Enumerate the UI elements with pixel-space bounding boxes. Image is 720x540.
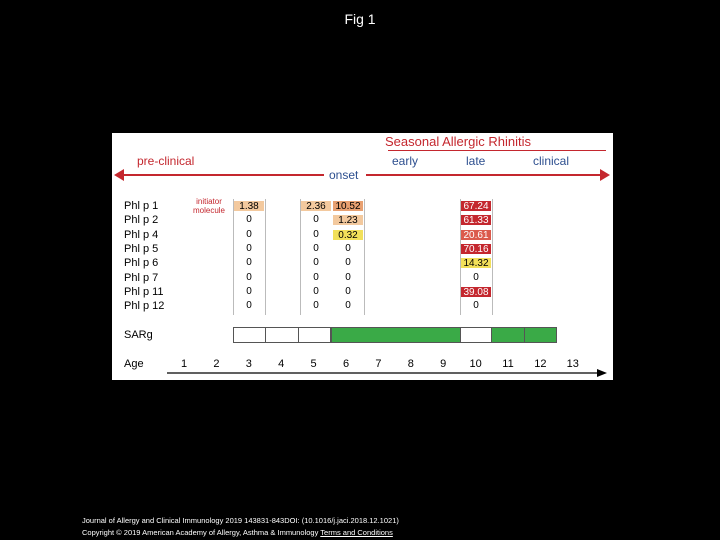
slide-title: Fig 1: [344, 11, 376, 27]
age-tick-label: 4: [278, 358, 285, 370]
copyright-line: [82, 528, 393, 537]
sarg-segment: [459, 327, 492, 343]
ige-cell: 0: [345, 285, 351, 297]
ige-cell: 0: [313, 257, 319, 269]
allergen-label: Phl p 7: [124, 271, 159, 284]
age-tick-label: 11: [502, 358, 514, 370]
ige-cell: 1.23: [332, 214, 364, 226]
ige-cell: 0: [246, 257, 252, 269]
column-divider: [364, 199, 365, 315]
ige-cell: 2.36: [300, 200, 332, 212]
ige-cell: 67.24: [460, 200, 492, 212]
allergen-label: Phl p 5: [124, 242, 159, 255]
age-tick-label: 9: [440, 358, 447, 370]
sarg-label: SARg: [124, 329, 153, 341]
ige-cell: 10.52: [332, 200, 364, 212]
sarg-segment: [298, 327, 331, 343]
allergen-label: Phl p 4: [124, 228, 159, 241]
ige-cell: 0: [313, 242, 319, 254]
sarg-segment: [524, 327, 557, 343]
ige-cell: 0: [473, 271, 479, 283]
allergen-label: Phl p 2: [124, 214, 159, 227]
initiator-molecule-label: initiator molecule: [192, 197, 225, 215]
column-divider: [300, 199, 301, 315]
ige-cell: 0: [345, 257, 351, 269]
ige-cell: 0: [246, 214, 252, 226]
allergen-label: Phl p 11: [124, 285, 164, 298]
age-tick-label: 2: [213, 358, 220, 370]
early-label: early: [392, 154, 419, 168]
age-tick-label: 5: [310, 358, 317, 370]
header-bracket-line: [388, 150, 606, 151]
column-divider: [460, 199, 461, 315]
ige-cell: 0: [345, 271, 351, 283]
terms-link[interactable]: Terms and Conditions: [320, 528, 393, 537]
column-divider: [265, 199, 266, 315]
pre-clinical-label: pre-clinical: [137, 154, 195, 168]
late-label: late: [466, 154, 486, 168]
ige-cell: 0: [246, 228, 252, 240]
sarg-segment: [491, 327, 524, 343]
citation-line: Journal of Allergy and Clinical Immunology 2019 143831-843DOI: (10.1016/j.jaci.2018.12.1021): [82, 516, 399, 525]
sarg-segment: [265, 327, 298, 343]
ige-cell: 0: [313, 228, 319, 240]
timeline-arrow: [112, 167, 613, 183]
ige-cell: 61.33: [460, 214, 492, 226]
ige-cell: 0: [313, 285, 319, 297]
clinical-label: clinical: [533, 154, 570, 168]
ige-cell: 0: [313, 300, 319, 312]
onset-label: onset: [329, 168, 359, 182]
ige-cell: 0: [246, 271, 252, 283]
sarg-positive-block: [331, 327, 461, 343]
ige-cell: 1.38: [233, 200, 265, 212]
ige-cell: 0: [313, 271, 319, 283]
ige-cell: 0: [246, 285, 252, 297]
ige-cell: 0: [246, 300, 252, 312]
ige-cell: 70.16: [460, 243, 492, 255]
copyright-text: Copyright © 2019 American Academy of Allergy, Asthma & Immunology: [82, 528, 319, 537]
ige-cell: 0.32: [332, 229, 364, 241]
age-tick-label: 1: [180, 358, 188, 370]
ige-cell: 0: [473, 300, 479, 312]
ige-cell: 0: [345, 242, 351, 254]
ige-cell: 0: [345, 300, 351, 312]
allergen-label: Phl p 12: [124, 300, 165, 313]
column-divider: [233, 199, 234, 315]
allergen-label: Phl p 6: [124, 257, 159, 270]
ige-cell: 20.61: [460, 229, 492, 241]
ige-cell: 39.08: [460, 286, 492, 298]
age-tick-label: 7: [375, 358, 382, 370]
ige-cell: 0: [246, 242, 252, 254]
age-tick-label: 6: [342, 358, 350, 370]
age-label: Age: [124, 358, 144, 370]
age-tick-label: 12: [534, 358, 547, 370]
sarg-segment: [233, 327, 266, 343]
ige-cell: 0: [313, 214, 319, 226]
age-tick-label: 3: [245, 358, 252, 370]
age-tick-label: 10: [469, 358, 482, 370]
age-tick-label: 13: [566, 358, 579, 370]
ige-cell: 14.32: [460, 257, 492, 269]
column-divider: [492, 199, 493, 315]
figure-panel: [112, 133, 613, 380]
age-tick-label: 8: [407, 358, 414, 370]
allergen-label: Phl p 1: [124, 200, 159, 212]
seasonal-allergic-rhinitis-title: Seasonal Allergic Rhinitis: [385, 134, 531, 149]
